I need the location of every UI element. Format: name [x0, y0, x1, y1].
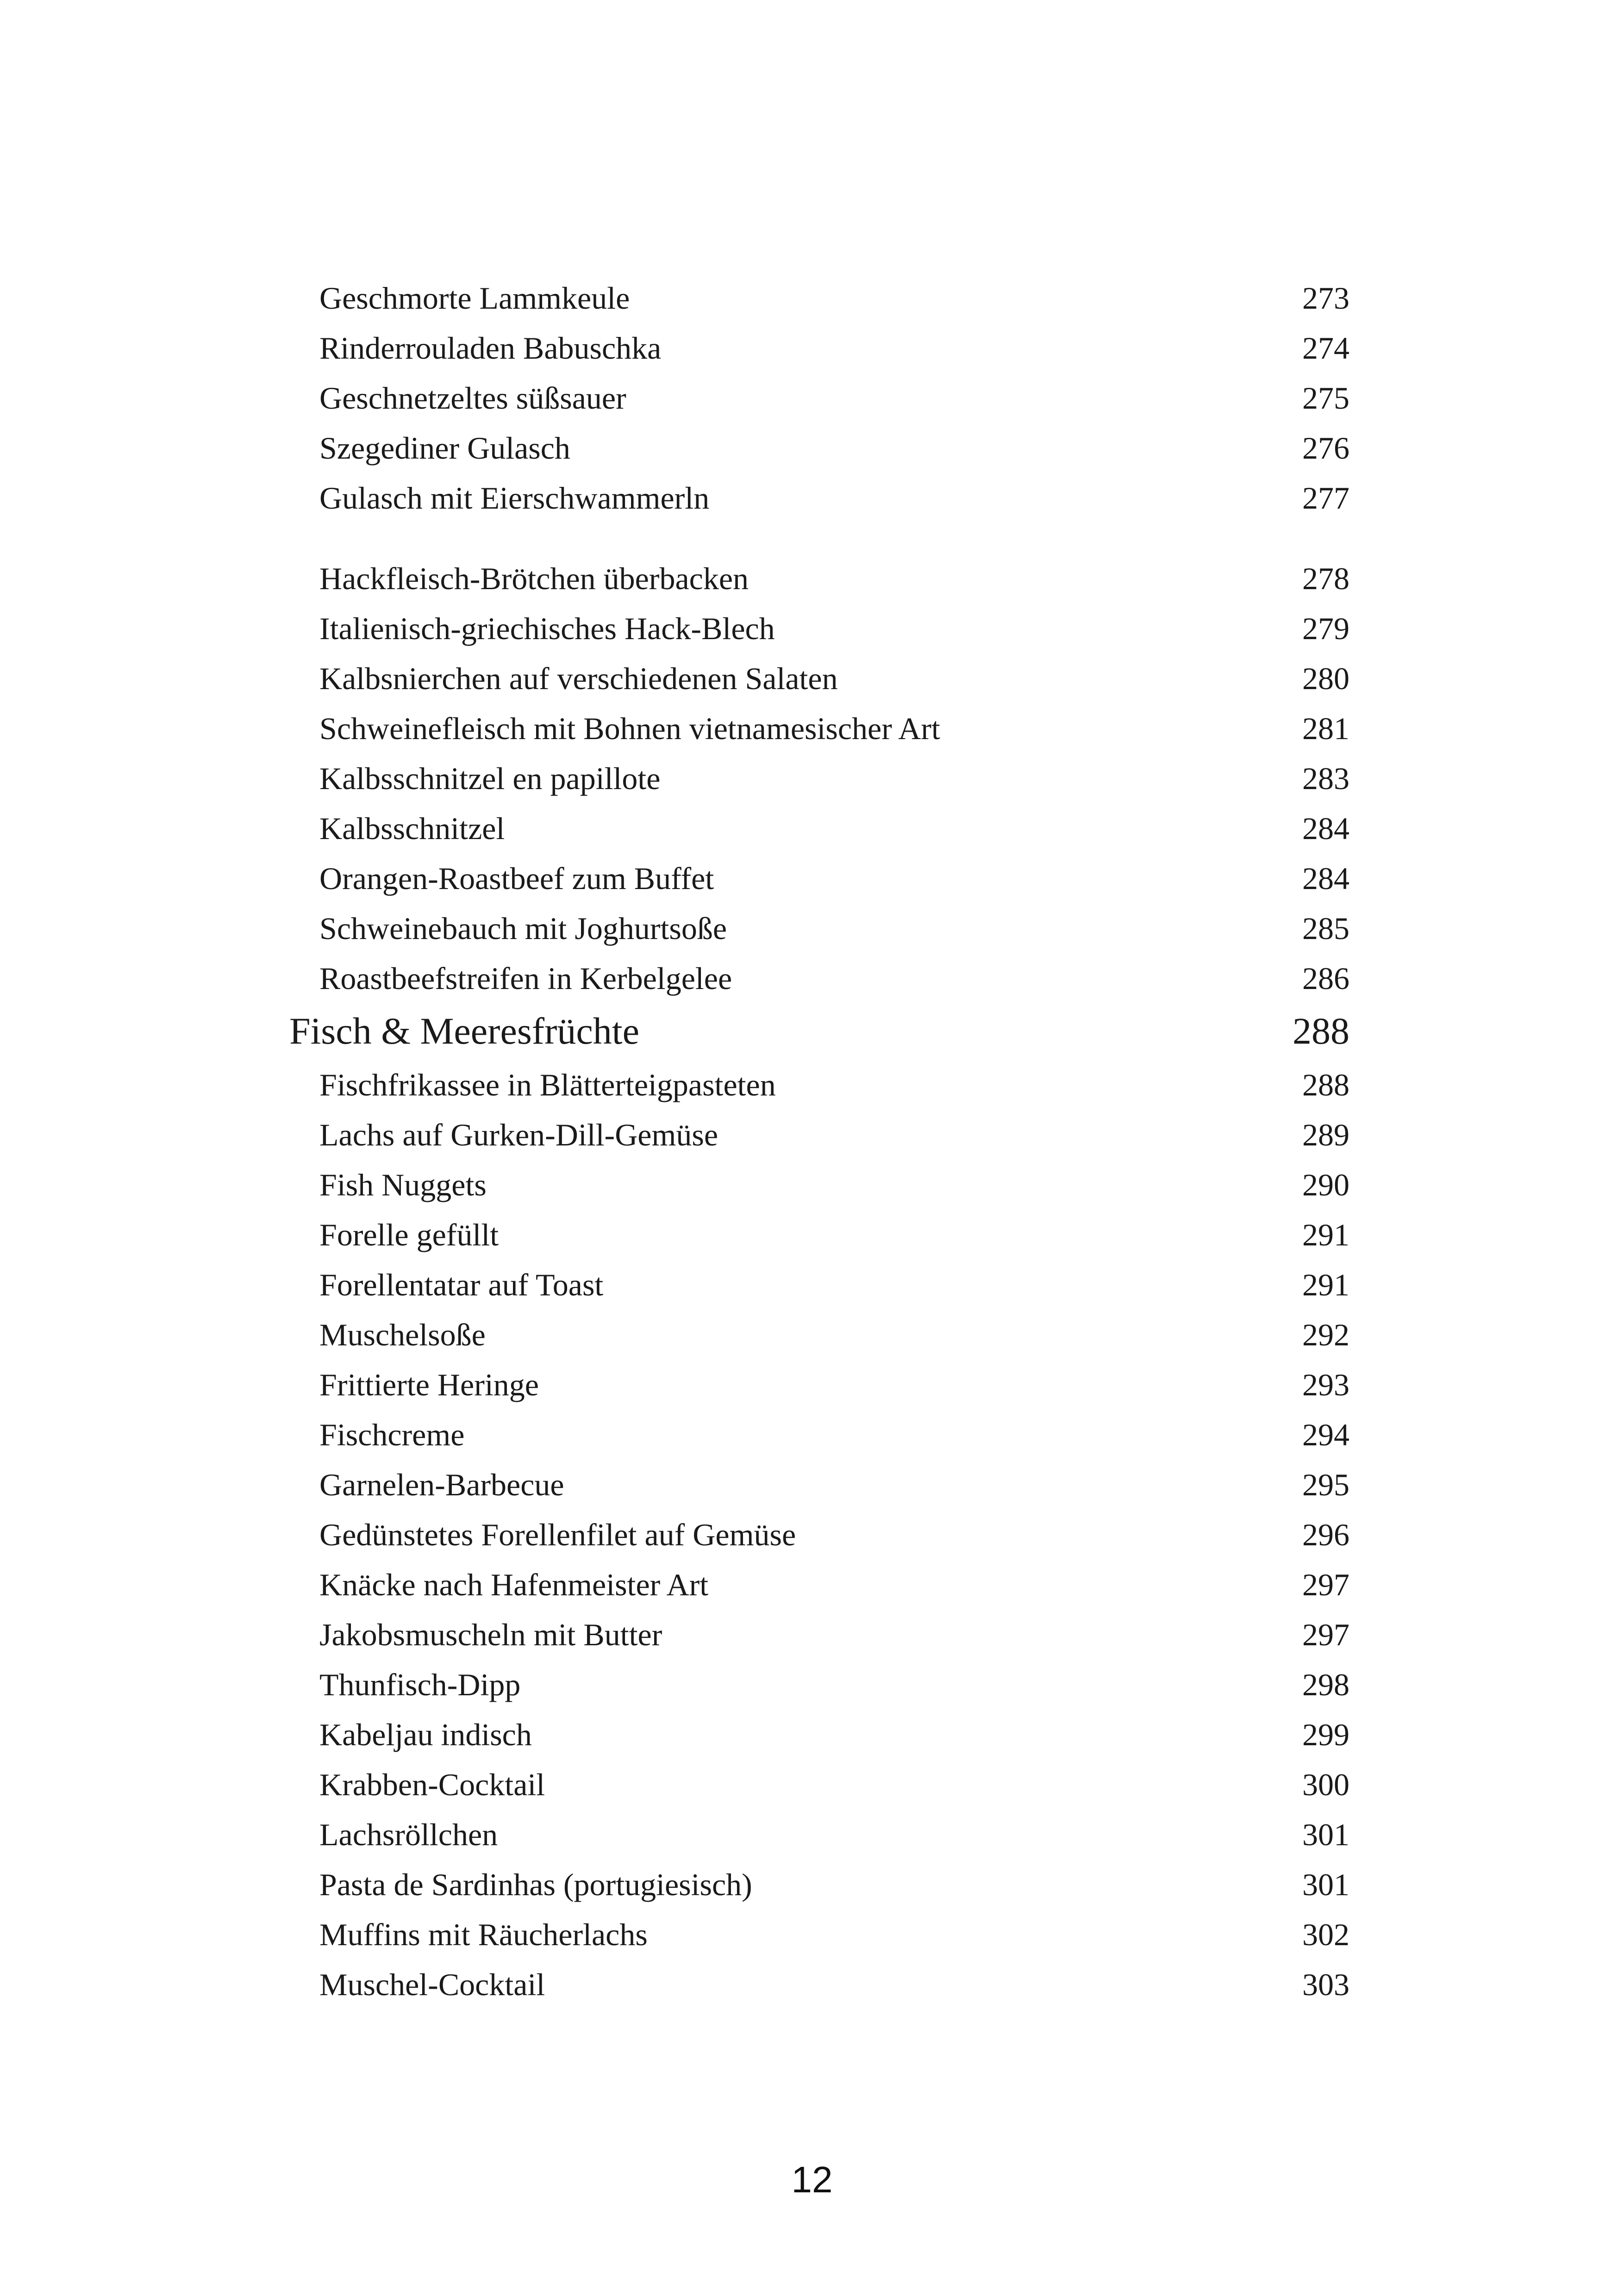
toc-entry-title: Fish Nuggets — [319, 1167, 487, 1202]
toc-entry-page: 286 — [1302, 961, 1349, 996]
toc-entry-title: Szegediner Gulasch — [319, 430, 570, 466]
toc-entry-title: Schweinefleisch mit Bohnen vietnamesischer Art — [319, 711, 940, 746]
toc-entry-page: 277 — [1302, 480, 1349, 516]
toc-entry[interactable] — [319, 273, 1349, 323]
toc-entry[interactable] — [319, 1410, 1349, 1460]
toc-entry-page: 281 — [1302, 711, 1349, 746]
toc-entry-page: 291 — [1302, 1217, 1349, 1252]
toc-entry-title: Thunfisch-Dipp — [319, 1667, 521, 1702]
toc-entry-page: 280 — [1302, 661, 1349, 696]
toc-entry[interactable] — [319, 953, 1349, 1003]
toc-entry-title: Krabben-Cocktail — [319, 1767, 545, 1802]
toc-entry-title: Muschel-Cocktail — [319, 1967, 545, 2002]
toc-entry-page: 291 — [1302, 1267, 1349, 1302]
page-number: 12 — [791, 2159, 833, 2200]
toc-entry[interactable] — [319, 604, 1349, 653]
toc-entry[interactable] — [319, 1060, 1349, 1110]
toc-entry-title: Geschnetzeltes süßsauer — [319, 380, 626, 416]
toc-entry-page: 292 — [1302, 1317, 1349, 1352]
toc-entry-page: 296 — [1302, 1517, 1349, 1552]
toc-entry-title: Roastbeefstreifen in Kerbelgelee — [319, 961, 732, 996]
toc-entry[interactable] — [319, 1810, 1349, 1860]
toc-entry[interactable] — [319, 753, 1349, 803]
toc-entry[interactable] — [319, 1360, 1349, 1410]
toc-entry-title: Lachs auf Gurken-Dill-Gemüse — [319, 1117, 718, 1152]
toc-entry[interactable] — [319, 1760, 1349, 1810]
toc-entry[interactable] — [319, 1560, 1349, 1610]
toc-entry-page: 285 — [1302, 911, 1349, 946]
toc-entry[interactable] — [319, 473, 1349, 523]
toc-entry-title: Kabeljau indisch — [319, 1717, 532, 1752]
toc-entry-title: Lachsröllchen — [319, 1817, 498, 1852]
toc-entry-title: Rinderrouladen Babuschka — [319, 330, 662, 366]
toc-entry[interactable] — [319, 1460, 1349, 1510]
toc-entry-title: Italienisch-griechisches Hack-Blech — [319, 611, 775, 646]
toc-entry-page: 300 — [1302, 1767, 1349, 1802]
toc-entry-title: Jakobsmuscheln mit Butter — [319, 1617, 662, 1652]
toc-entry-page: 273 — [1302, 280, 1349, 316]
toc-entry-title: Frittierte Heringe — [319, 1367, 539, 1402]
toc-entry[interactable] — [319, 323, 1349, 373]
toc-section-heading[interactable] — [289, 1003, 1349, 1059]
toc-entry[interactable] — [319, 1310, 1349, 1360]
toc-entry-title: Garnelen-Barbecue — [319, 1467, 564, 1502]
toc-entry-title: Gulasch mit Eierschwammerln — [319, 480, 710, 516]
toc-entry-title: Fischcreme — [319, 1417, 465, 1452]
toc-entry[interactable] — [319, 653, 1349, 703]
toc-entry-page: 275 — [1302, 380, 1349, 416]
toc-entry-page: 284 — [1302, 861, 1349, 896]
toc-entry-title: Forelle gefüllt — [319, 1217, 499, 1252]
toc-entry-title: Knäcke nach Hafenmeister Art — [319, 1567, 709, 1602]
toc-section-page: 288 — [1293, 1010, 1349, 1052]
toc-entry-title: Muffins mit Räucherlachs — [319, 1917, 648, 1952]
toc-entry-page: 284 — [1302, 811, 1349, 846]
toc-entry-page: 303 — [1302, 1967, 1349, 2002]
toc-entry-title: Fischfrikassee in Blätterteigpasteten — [319, 1067, 776, 1102]
toc-entry-title: Pasta de Sardinhas (portugiesisch) — [319, 1867, 752, 1902]
toc-entry-title: Kalbsnierchen auf verschiedenen Salaten — [319, 661, 838, 696]
toc-entry[interactable] — [319, 903, 1349, 953]
toc-entry-page: 301 — [1302, 1817, 1349, 1852]
toc-entry-page: 297 — [1302, 1617, 1349, 1652]
toc-entry[interactable] — [319, 1960, 1349, 2010]
toc-entry-page: 278 — [1302, 561, 1349, 596]
toc-entry[interactable] — [319, 1610, 1349, 1660]
toc-entry[interactable] — [319, 853, 1349, 903]
toc-entry[interactable] — [319, 1910, 1349, 1960]
toc-entry-page: 293 — [1302, 1367, 1349, 1402]
toc-entry-page: 294 — [1302, 1417, 1349, 1452]
toc-entry[interactable] — [319, 423, 1349, 473]
toc-entry-title: Kalbsschnitzel en papillote — [319, 761, 661, 796]
toc-entry-title: Geschmorte Lammkeule — [319, 280, 630, 316]
toc-entry-title: Orangen-Roastbeef zum Buffet — [319, 861, 714, 896]
toc-entry-page: 290 — [1302, 1167, 1349, 1202]
toc-entry-title: Forellentatar auf Toast — [319, 1267, 604, 1302]
toc-entry[interactable] — [319, 803, 1349, 853]
toc-entry[interactable] — [319, 703, 1349, 753]
toc-entry-title: Hackfleisch-Brötchen überbacken — [319, 561, 749, 596]
toc-entry-page: 299 — [1302, 1717, 1349, 1752]
toc-section-title: Fisch & Meeresfrüchte — [289, 1010, 639, 1052]
toc-entry-page: 283 — [1302, 761, 1349, 796]
toc-entry[interactable] — [319, 1110, 1349, 1160]
toc-entry-title: Schweinebauch mit Joghurtsoße — [319, 911, 727, 946]
toc-entry-page: 276 — [1302, 430, 1349, 466]
toc-entry[interactable] — [319, 1860, 1349, 1910]
toc-entry[interactable] — [319, 1160, 1349, 1210]
toc-entry-page: 289 — [1302, 1117, 1349, 1152]
toc-entry[interactable] — [319, 1510, 1349, 1560]
toc-entry[interactable] — [319, 554, 1349, 604]
toc-entry-page: 288 — [1302, 1067, 1349, 1102]
toc-entry[interactable] — [319, 1260, 1349, 1310]
toc-entry-page: 279 — [1302, 611, 1349, 646]
toc-entry-page: 297 — [1302, 1567, 1349, 1602]
toc-entry-title: Gedünstetes Forellenfilet auf Gemüse — [319, 1517, 796, 1552]
toc-entry[interactable] — [319, 1660, 1349, 1710]
toc-entry-page: 301 — [1302, 1867, 1349, 1902]
toc-entry-page: 302 — [1302, 1917, 1349, 1952]
toc-entry-title: Muschelsoße — [319, 1317, 486, 1352]
toc-entry-page: 274 — [1302, 330, 1349, 366]
toc-entry-title: Kalbsschnitzel — [319, 811, 505, 846]
toc-entry-page: 298 — [1302, 1667, 1349, 1702]
toc-entry[interactable] — [319, 373, 1349, 423]
toc-entry-page: 295 — [1302, 1467, 1349, 1502]
toc-entry[interactable] — [319, 1210, 1349, 1260]
toc-entry[interactable] — [319, 1710, 1349, 1760]
